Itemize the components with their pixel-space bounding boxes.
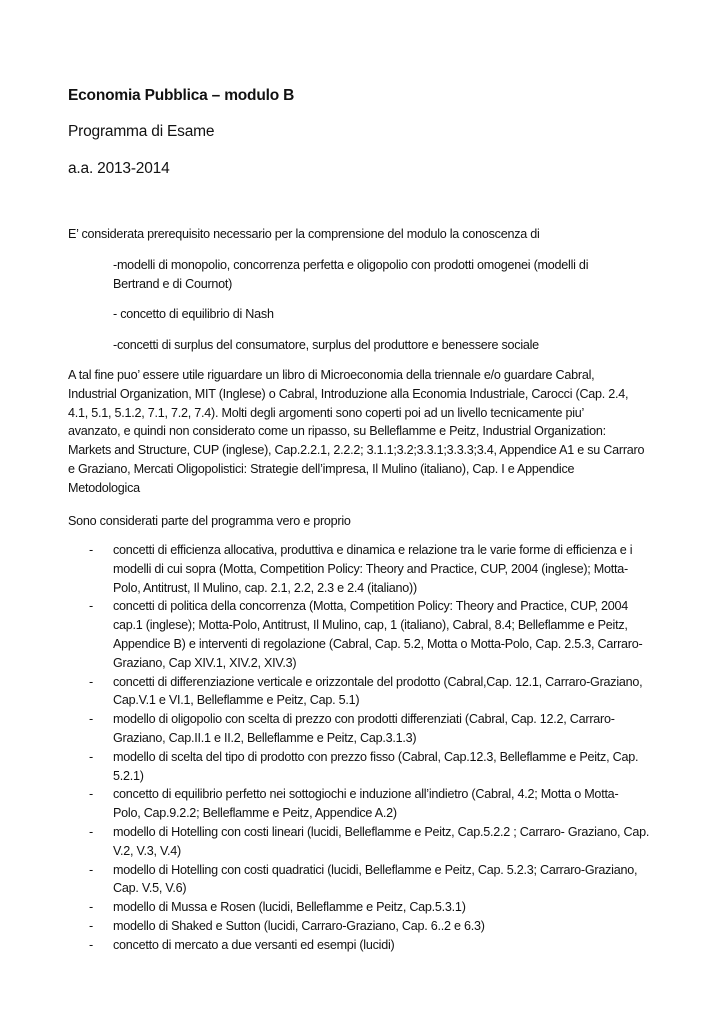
topic-line: Cap.V.1 e VI.1, Belleflamme e Peitz, Cap. 5.1)	[113, 693, 360, 708]
topic-line: modello di scelta del tipo di prodotto con prezzo fisso (Cabral, Cap.12.3, Belleflamme e Peitz, Cap.	[113, 749, 639, 764]
program-topic-list	[0, 541, 725, 955]
topic-line: Graziano, Cap XIV.1, XIV.2, XIV.3)	[113, 655, 297, 670]
topic-line: modello di Hotelling con costi lineari (lucidi, Belleflamme e Peitz, Cap.5.2.2 ; Carraro- Graziano, Cap.	[113, 824, 650, 839]
prerequisite-line: - concetto di equilibrio di Nash	[113, 307, 274, 321]
program-topic-item	[0, 898, 668, 917]
document-subtitle: Programma di Esame	[68, 123, 215, 140]
prerequisite-line: -modelli di monopolio, concorrenza perfetta e oligopolio con prodotti omogenei (modelli di	[113, 258, 589, 272]
paragraph-line: e Graziano, Mercati Oligopolistici: Strategie dell’impresa, Il Mulino (italiano), Cap. I e Appendice	[68, 461, 575, 476]
prerequisite-line: Bertrand e di Cournot)	[113, 276, 233, 291]
bullet-dash: -	[89, 599, 93, 614]
topic-line: modello di Mussa e Rosen (lucidi, Belleflamme e Peitz, Cap.5.3.1)	[113, 900, 466, 915]
references-paragraph	[68, 366, 663, 498]
program-topic-item	[0, 861, 668, 899]
bullet-dash: -	[89, 918, 93, 933]
program-intro: Sono considerati parte del programma vero e proprio	[68, 514, 351, 528]
bullet-dash: -	[89, 824, 93, 839]
program-topic-item	[0, 748, 668, 786]
bullet-dash: -	[89, 900, 93, 915]
program-topic-item	[0, 785, 668, 823]
bullet-dash: -	[89, 749, 93, 764]
program-topic-item	[0, 541, 668, 597]
topic-line: Cap. V.5, V.6)	[113, 881, 187, 896]
bullet-dash: -	[89, 674, 93, 689]
prerequisite-line: -concetti di surplus del consumatore, surplus del produttore e benessere sociale	[113, 338, 539, 352]
program-topic-item	[0, 823, 668, 861]
paragraph-line: Industrial Organization, MIT (Inglese) o Cabral, Introduzione alla Economia Industriale, Carocci (Cap. 2.4,	[68, 386, 629, 401]
prerequisite-item	[113, 256, 658, 294]
paragraph-line: 4.1, 5.1, 5.1.2, 7.1, 7.2, 7.4). Molti degli argomenti sono coperti poi ad un livello tecnicamente piu’	[68, 405, 585, 420]
topic-line: modello di Hotelling con costi quadratici (lucidi, Belleflamme e Peitz, Cap. 5.2.3; Carraro-Graziano,	[113, 862, 638, 877]
topic-line: concetti di efficienza allocativa, produttiva e dinamica e relazione tra le varie forme di efficienza e i	[113, 543, 633, 557]
academic-year: a.a. 2013-2014	[68, 160, 170, 177]
prerequisite-item	[113, 305, 658, 324]
program-topic-item	[0, 673, 668, 711]
topic-line: concetti di differenziazione verticale e orizzontale del prodotto (Cabral,Cap. 12.1, Carraro-Graziano,	[113, 674, 643, 689]
topic-line: Graziano, Cap.II.1 e II.2, Belleflamme e Peitz, Cap.3.1.3)	[113, 730, 417, 745]
paragraph-line: Markets and Structure, CUP (inglese), Cap.2.2.1, 2.2.2; 3.1.1;3.2;3.3.1;3.3.3;3.4, Appendice A1 e su Carraro	[68, 443, 645, 458]
topic-line: Appendice B) e interventi di regolazione (Cabral, Cap. 5.2, Motta o Motta-Polo, Cap. 2.5.3, Carraro-	[113, 636, 643, 651]
prerequisite-item	[113, 336, 658, 355]
bullet-dash: -	[89, 862, 93, 877]
program-topic-item	[0, 710, 668, 748]
bullet-dash: -	[89, 937, 93, 952]
course-title: Economia Pubblica – modulo B	[68, 87, 295, 104]
topic-line: concetti di politica della concorrenza (Motta, Competition Policy: Theory and Practice, CUP, 2004	[113, 599, 628, 614]
program-topic-item	[0, 917, 668, 936]
bullet-dash: -	[89, 712, 93, 727]
topic-line: 5.2.1)	[113, 768, 144, 783]
topic-line: concetto di equilibrio perfetto nei sottogiochi e induzione all’indietro (Cabral, 4.2; Motta o Motta-	[113, 787, 619, 802]
topic-line: modello di oligopolio con scelta di prezzo con prodotti differenziati (Cabral, Cap. 12.2, Carraro-	[113, 712, 615, 727]
bullet-dash: -	[89, 787, 93, 802]
topic-line: Polo, Cap.9.2.2; Belleflamme e Peitz, Appendice A.2)	[113, 806, 397, 821]
paragraph-line: avanzato, e quindi non considerato come un ripasso, su Belleflamme e Peitz, Industrial Organization:	[68, 424, 606, 439]
program-topic-item	[0, 597, 668, 672]
topic-line: V.2, V.3, V.4)	[113, 843, 181, 858]
topic-line: modelli di cui sopra (Motta, Competition Policy: Theory and Practice, CUP, 2004 (inglese); Motta-	[113, 561, 628, 576]
prerequisites-intro: E’ considerata prerequisito necessario per la comprensione del modulo la conoscenza di	[68, 227, 540, 241]
paragraph-line: A tal fine puo’ essere utile riguardare un libro di Microeconomia della triennale e/o guardare Cabral,	[68, 368, 595, 382]
topic-line: concetto di mercato a due versanti ed esempi (lucidi)	[113, 937, 395, 952]
program-topic-item	[0, 936, 668, 955]
topic-line: modello di Shaked e Sutton (lucidi, Carraro-Graziano, Cap. 6..2 e 6.3)	[113, 918, 485, 933]
topic-line: cap.1 (inglese); Motta-Polo, Antitrust, Il Mulino, cap, 1 (italiano), Cabral, 8.4; Belleflamme e Peitz,	[113, 618, 628, 633]
paragraph-line: Metodologica	[68, 480, 140, 495]
bullet-dash: -	[89, 543, 93, 557]
topic-line: Polo, Antitrust, Il Mulino, cap. 2.1, 2.2, 2.3 e 2.4 (italiano))	[113, 580, 417, 595]
